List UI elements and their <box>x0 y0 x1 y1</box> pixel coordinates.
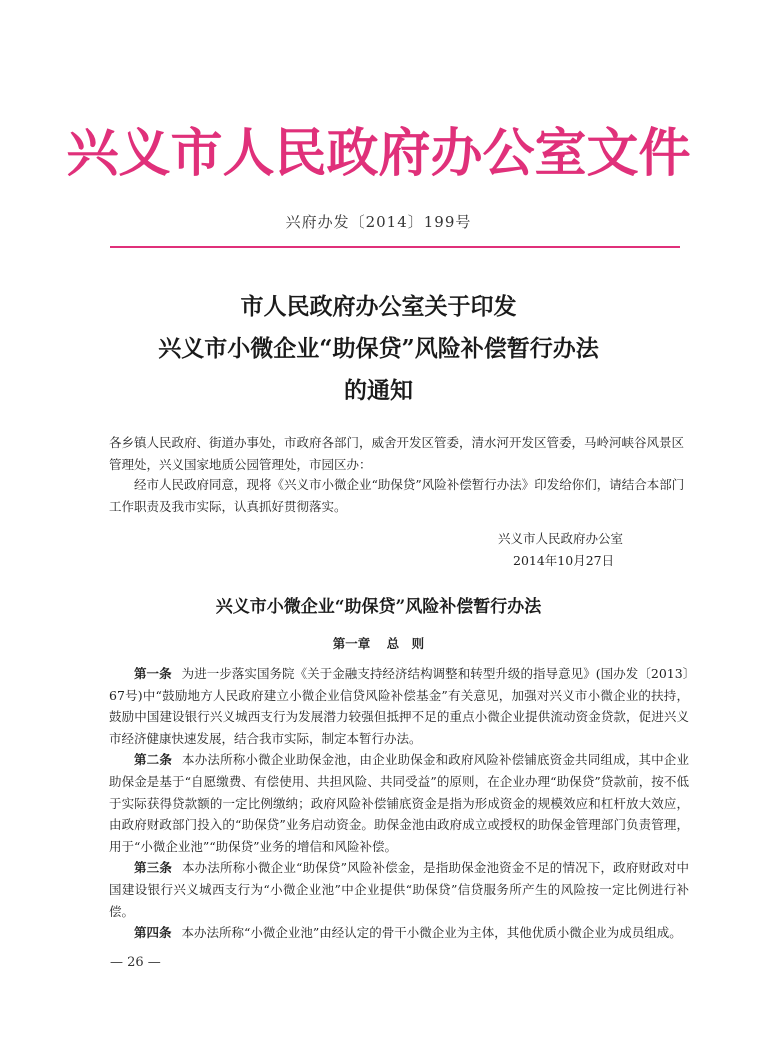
article-text: 本办法所称“小微企业池”由经认定的骨干小微企业为主体，其他优质小微企业为成员组成。 <box>181 925 682 941</box>
chapter-name: 总 则 <box>386 636 425 651</box>
article-number: 第二条 <box>134 752 173 768</box>
chapter-heading <box>0 634 757 652</box>
page-number: — 26 — <box>110 955 161 970</box>
notice-title-line-1: 市人民政府办公室关于印发 <box>240 293 517 320</box>
article-number: 第一条 <box>134 666 172 681</box>
article-number: 第四条 <box>134 925 172 941</box>
article-4 <box>109 922 689 944</box>
document-number: 兴府办发〔2014〕199号 <box>285 213 472 231</box>
red-header-title: 兴义市人民政府办公室文件 <box>66 123 691 184</box>
recipients-paragraph: 各乡镇人民政府、街道办事处，市政府各部门，威舍开发区管委，清水河开发区管委，马岭河峡谷风景区管理处，兴义国家地质公园管理处，市园区办： <box>109 435 685 472</box>
notice-title-line-3: 的通知 <box>344 377 413 404</box>
intro-paragraph: 经市人民政府同意，现将《兴义市小微企业“助保贷”风险补偿暂行办法》印发给你们，请结合本部门工作职责及我市实际，认真抓好贯彻落实。 <box>109 477 685 514</box>
signature-organization: 兴义市人民政府办公室 <box>498 531 624 546</box>
article-text: 本办法所称小微企业助保金池，由企业助保金和政府风险补偿铺底资金共同组成，其中企业助保金是基于“自愿缴费、有偿使用、共担风险、共同受益”的原则，在企业办理“助保贷”贷款前，按不低于实际获得贷款额的一定比例缴纳；政府风险补偿铺底资金是指为形成资金的规模效应和杠杆放大效应，由政府财政部门投入的“助保贷”业务启动资金。助保金池由政府成立或授权的助保金管理部门负责管理，用于“小微企业池”“助保贷”业务的增信和风险补偿。 <box>109 752 689 854</box>
measures-title: 兴义市小微企业“助保贷”风险补偿暂行办法 <box>215 597 542 617</box>
article-text: 为进一步落实国务院《关于金融支持经济结构调整和转型升级的指导意见》(国办发〔2013〕67号)中“鼓励地方人民政府建立小微企业信贷风险补偿基金”有关意见，加强对兴义市小微企业的扶持，鼓励中国建设银行兴义城西支行为发展潜力较强但抵押不足的重点小微企业提供流动资金贷款，促进兴义市经济健康快速发展，结合我市实际，制定本暂行办法。 <box>109 666 689 746</box>
article-number: 第三条 <box>134 860 173 876</box>
signature-date: 2014年10月27日 <box>513 553 615 568</box>
articles-list <box>109 663 689 944</box>
article-2 <box>109 749 689 857</box>
chapter-number: 第一章 <box>332 636 371 651</box>
notice-title-line-2: 兴义市小微企业“助保贷”风险补偿暂行办法 <box>158 335 599 362</box>
article-text: 本办法所称小微企业“助保贷”风险补偿金，是指助保金池资金不足的情况下，政府财政对中国建设银行兴义城西支行为“小微企业池”中企业提供“助保贷”信贷服务所产生的风险按一定比例进行补偿。 <box>109 860 689 919</box>
article-3 <box>109 857 689 922</box>
notice-title <box>0 286 757 412</box>
article-1 <box>109 663 689 749</box>
red-divider-line <box>110 246 680 248</box>
